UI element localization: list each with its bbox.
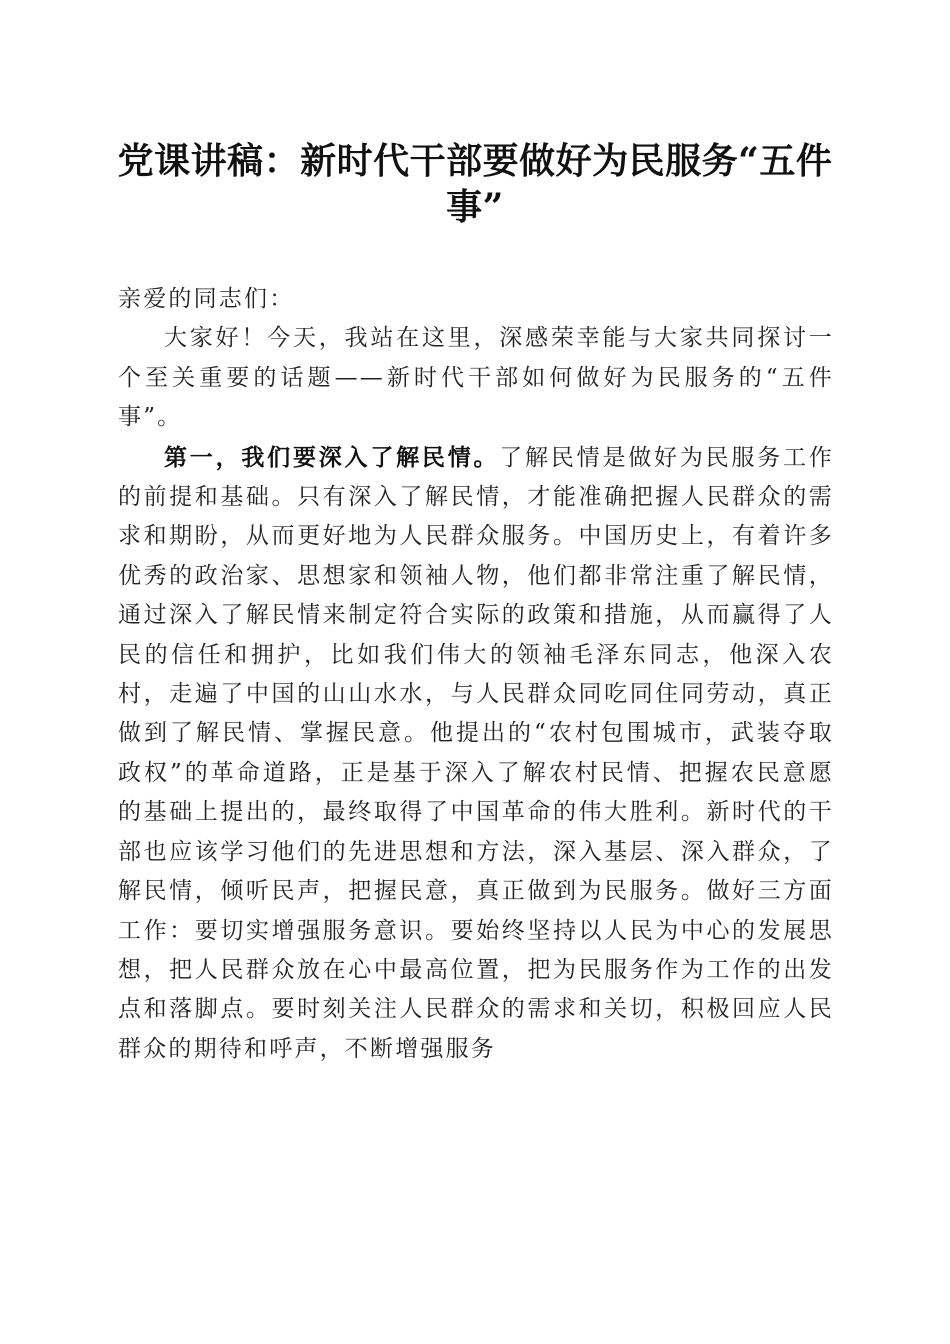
document-body <box>118 280 834 1069</box>
document-title: 党课讲稿：新时代干部要做好为民服务“五件事” <box>117 140 833 228</box>
section-one-heading: 第一，我们要深入了解民情。 <box>164 443 500 471</box>
greeting: 亲爱的同志们： <box>118 286 295 312</box>
section-one-paragraph <box>118 438 834 1070</box>
intro-paragraph: 大家好！今天，我站在这里，深感荣幸能与大家共同探讨一个至关重要的话题——新时代干部如何做好为民服务的“五件事”。 <box>118 325 834 431</box>
section-one-text: 了解民情是做好为民服务工作的前提和基础。只有深入了解民情，才能准确把握人民群众的需求和期盼，从而更好地为人民群众服务。中国历史上，有着许多优秀的政治家、思想家和领袖人物，他们都非常注重了解民情，通过深入了解民情来制定符合实际的政策和措施，从而赢得了人民的信任和拥护，比如我们伟大的领袖毛泽东同志，他深入农村，走遍了中国的山山水水，与人民群众同吃同住同劳动，真正做到了解民情、掌握民意。他提出的“农村包围城市，武装夺取政权”的革命道路，正是基于深入了解农村民情、把握农民意愿的基础上提出的，最终取得了中国革命的伟大胜利。新时代的干部也应该学习他们的先进思想和方法，深入基层、深入群众，了解民情，倾听民声，把握民意，真正做到为民服务。做好三方面工作：要切实增强服务意识。要始终坚持以人民为中心的发展思想，把人民群众放在心中最高位置，把为民服务作为工作的出发点和落脚点。要时刻关注人民群众的需求和关切，积极回应人民群众的期待和呼声，不断增强服务 <box>118 444 834 1062</box>
